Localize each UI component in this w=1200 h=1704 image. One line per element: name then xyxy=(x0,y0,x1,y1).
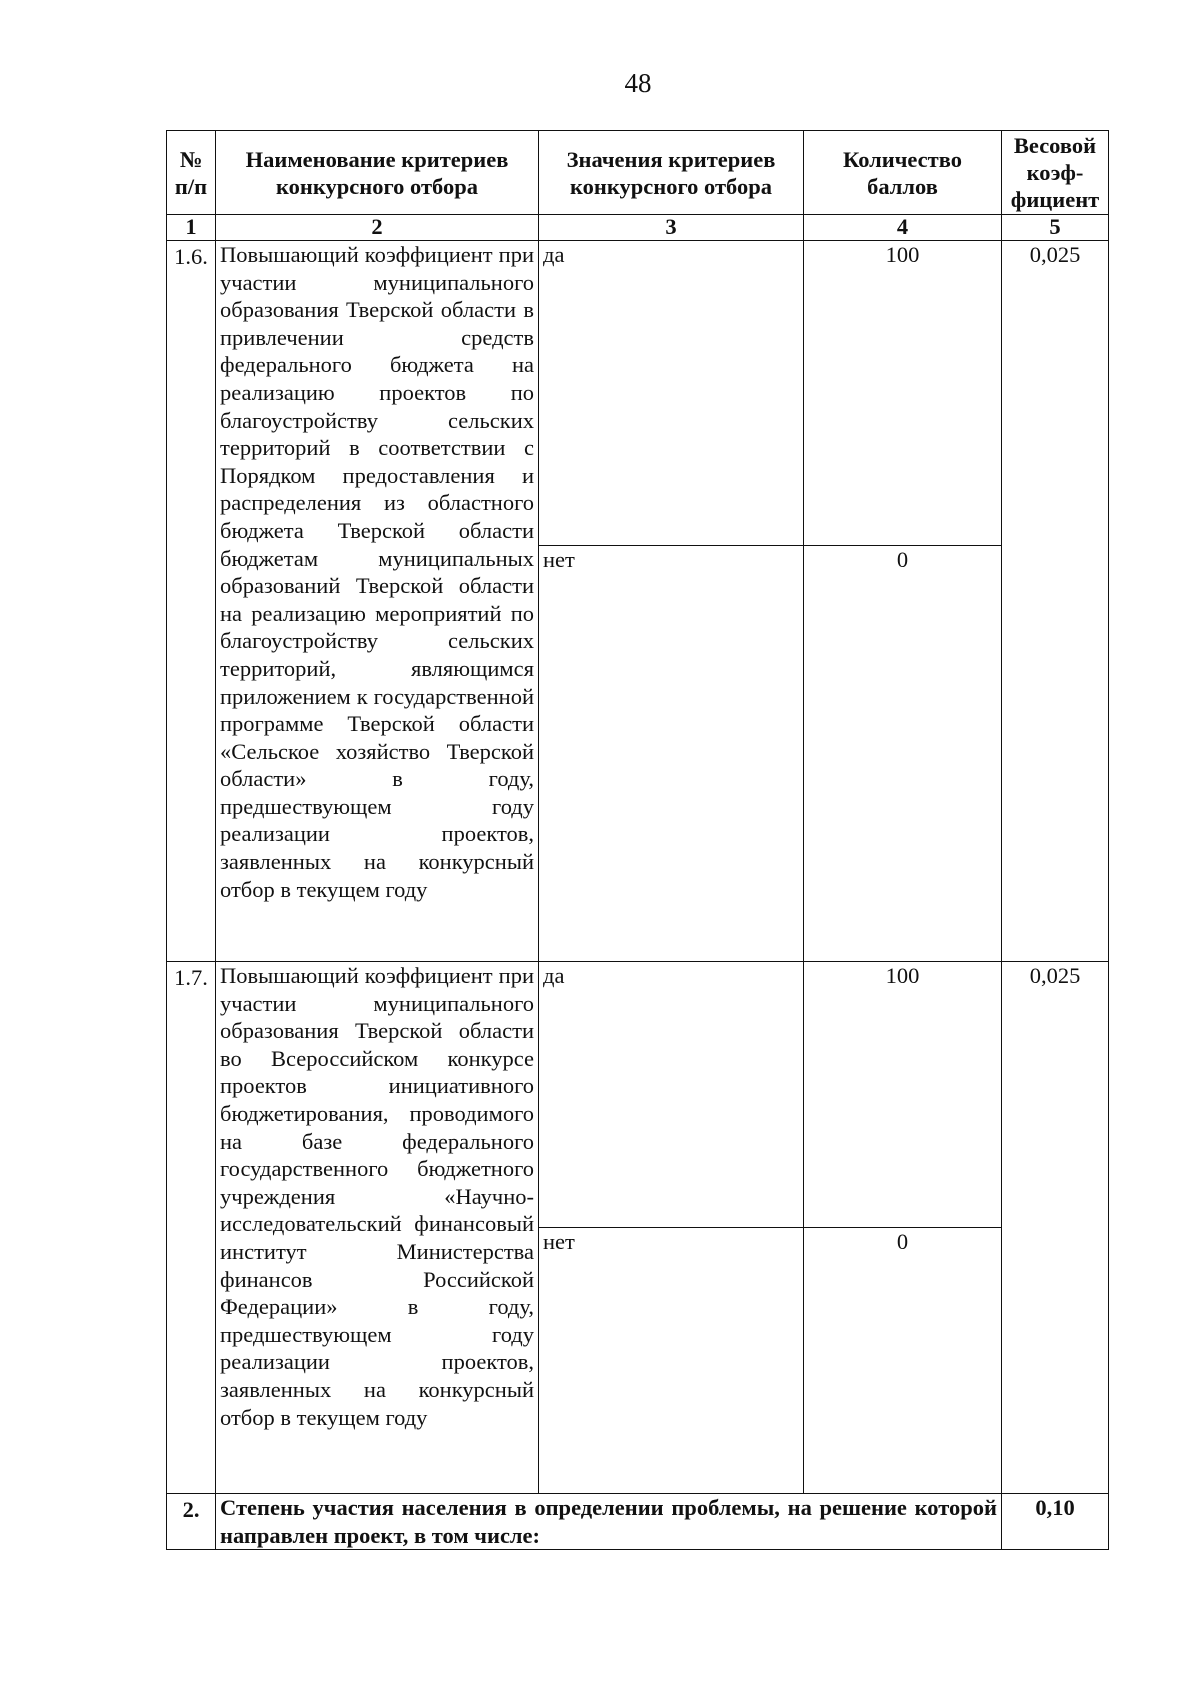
criterion-value: да xyxy=(539,962,804,1228)
section-number: 2. xyxy=(167,1494,216,1550)
column-number-row xyxy=(167,215,1109,241)
criterion-value: нет xyxy=(539,1228,804,1494)
column-number: 4 xyxy=(804,215,1002,241)
weight-coefficient: 0,025 xyxy=(1002,241,1109,962)
header-num: № п/п xyxy=(167,131,216,215)
column-number: 2 xyxy=(216,215,539,241)
criterion-value: да xyxy=(539,241,804,546)
criterion-description: Повышающий коэффициент при участии муниципального образования Тверской области в привлечении средств федерального бюджета на реализацию проектов по благоустройству сельских территорий в соответствии с Порядком предоставления и распределения из областного бюджета Тверской области бюджетам муниципальных образований Тверской области на реализацию мероприятий по благоустройству сельских территорий, являющимся приложением к государственной программе Тверской области «Сельское хозяйство Тверской области» в году, предшествующем году реализации проектов, заявленных на конкурсный отбор в текущем году xyxy=(216,241,539,962)
table-row xyxy=(167,962,1109,1228)
criterion-points: 100 xyxy=(804,962,1002,1228)
section-title: Степень участия населения в определении проблемы, на решение которой направлен проект, в том числе: xyxy=(216,1494,1002,1550)
row-number: 1.7. xyxy=(167,962,216,1494)
header-row xyxy=(167,131,1109,215)
criterion-points: 0 xyxy=(804,546,1002,962)
header-weight: Весовой коэф-фициент xyxy=(1002,131,1109,215)
table-row xyxy=(167,241,1109,546)
page-number: 48 xyxy=(624,68,652,98)
column-number: 5 xyxy=(1002,215,1109,241)
header-criteria-name: Наименование критериев конкурсного отбора xyxy=(216,131,539,215)
row-number: 1.6. xyxy=(167,241,216,962)
criterion-points: 0 xyxy=(804,1228,1002,1494)
header-criteria-values: Значения критериев конкурсного отбора xyxy=(539,131,804,215)
section-weight: 0,10 xyxy=(1002,1494,1109,1550)
criterion-points: 100 xyxy=(804,241,1002,546)
column-number: 1 xyxy=(167,215,216,241)
criterion-value: нет xyxy=(539,546,804,962)
header-points: Количество баллов xyxy=(804,131,1002,215)
weight-coefficient: 0,025 xyxy=(1002,962,1109,1494)
column-number: 3 xyxy=(539,215,804,241)
section-row xyxy=(167,1494,1109,1550)
criterion-description: Повышающий коэффициент при участии муниципального образования Тверской области во Всероссийском конкурсе проектов инициативного бюджетирования, проводимого на базе федерального государственного бюджетного учреждения «Научно-исследовательский финансовый институт Министерства финансов Российской Федерации» в году, предшествующем году реализации проектов, заявленных на конкурсный отбор в текущем году xyxy=(216,962,539,1494)
criteria-table xyxy=(166,130,1109,1550)
